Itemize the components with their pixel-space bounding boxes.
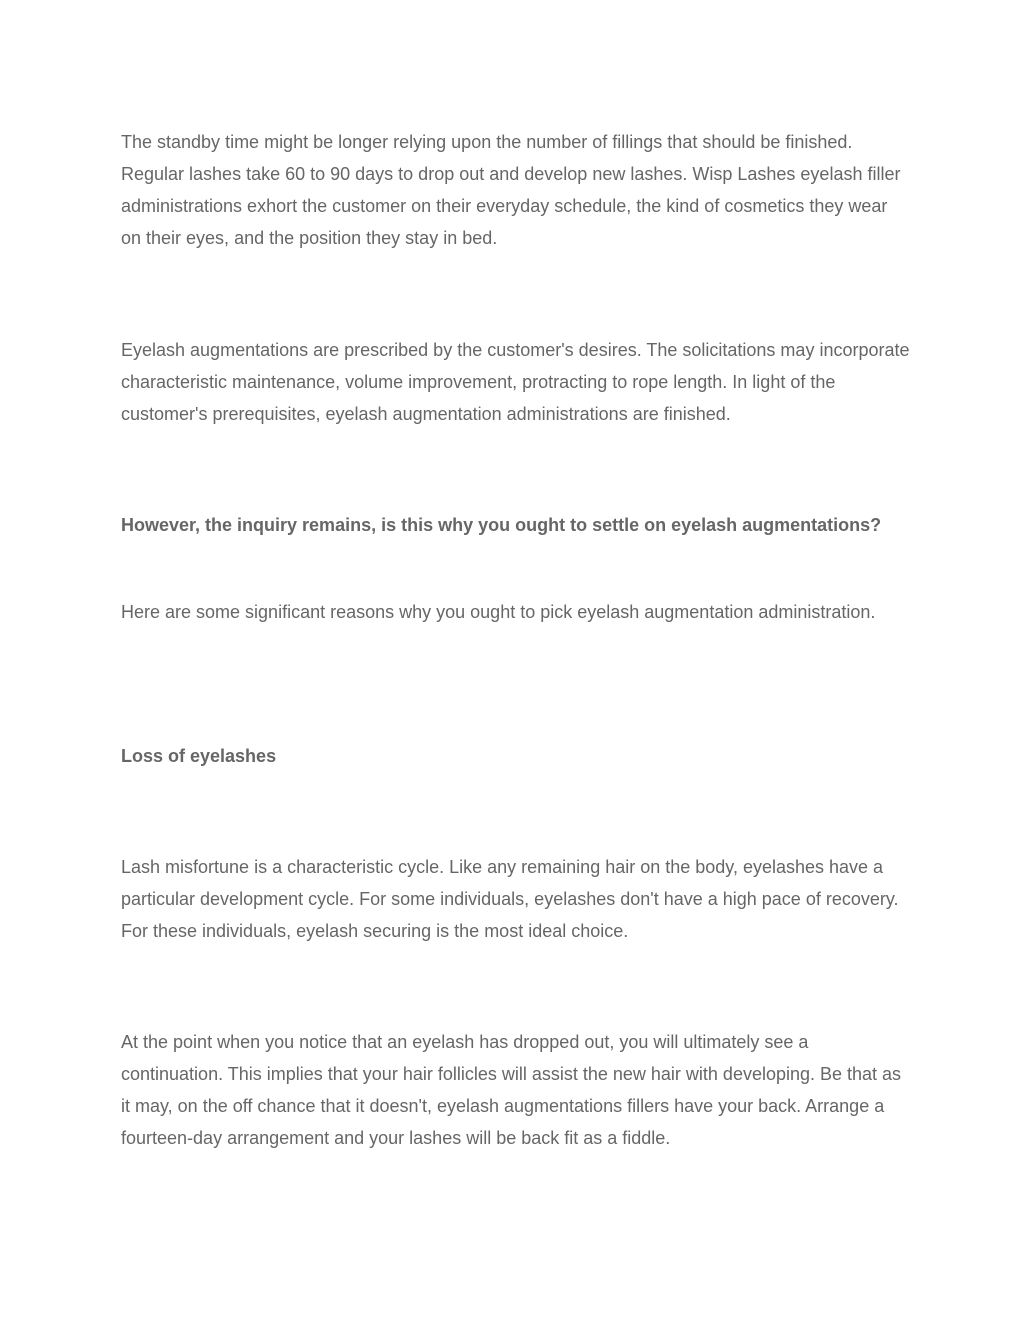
paragraph-continuation: At the point when you notice that an eyelash has dropped out, you will ultimately see a continuation. This implies that your hair follicles will assist the new hair with developing. Be that as it may, on the off chance that it doesn't, eyelash augmentations fillers have your back. Arrange a fourteen-day arrangement and your lashes will be back fit as a fiddle.: [121, 1032, 902, 1148]
heading-loss-of-eyelashes: Loss of eyelashes: [121, 746, 277, 766]
paragraph-standby-time: The standby time might be longer relying upon the number of fillings that should be finished. Regular lashes take 60 to 90 days to drop out and develop new lashes. Wisp Lashes eyelash filler administrations exhort the customer on their everyday schedule, the kind of cosmetics they wear on their eyes, and the position they stay in bed.: [121, 132, 901, 248]
paragraph-lash-misfortune: Lash misfortune is a characteristic cycle. Like any remaining hair on the body, eyelashes have a particular development cycle. For some individuals, eyelashes don't have a high pace of recovery. For these individuals, eyelash securing is the most ideal choice.: [121, 857, 899, 941]
heading-inquiry: However, the inquiry remains, is this why you ought to settle on eyelash augmentations?: [121, 515, 882, 535]
paragraph-eyelash-augmentations: Eyelash augmentations are prescribed by the customer's desires. The solicitations may incorporate characteristic maintenance, volume improvement, protracting to rope length. In light of the customer's prerequisites, eyelash augmentation administrations are finished.: [121, 340, 910, 424]
paragraph-reasons: Here are some significant reasons why you ought to pick eyelash augmentation administration.: [121, 602, 876, 622]
